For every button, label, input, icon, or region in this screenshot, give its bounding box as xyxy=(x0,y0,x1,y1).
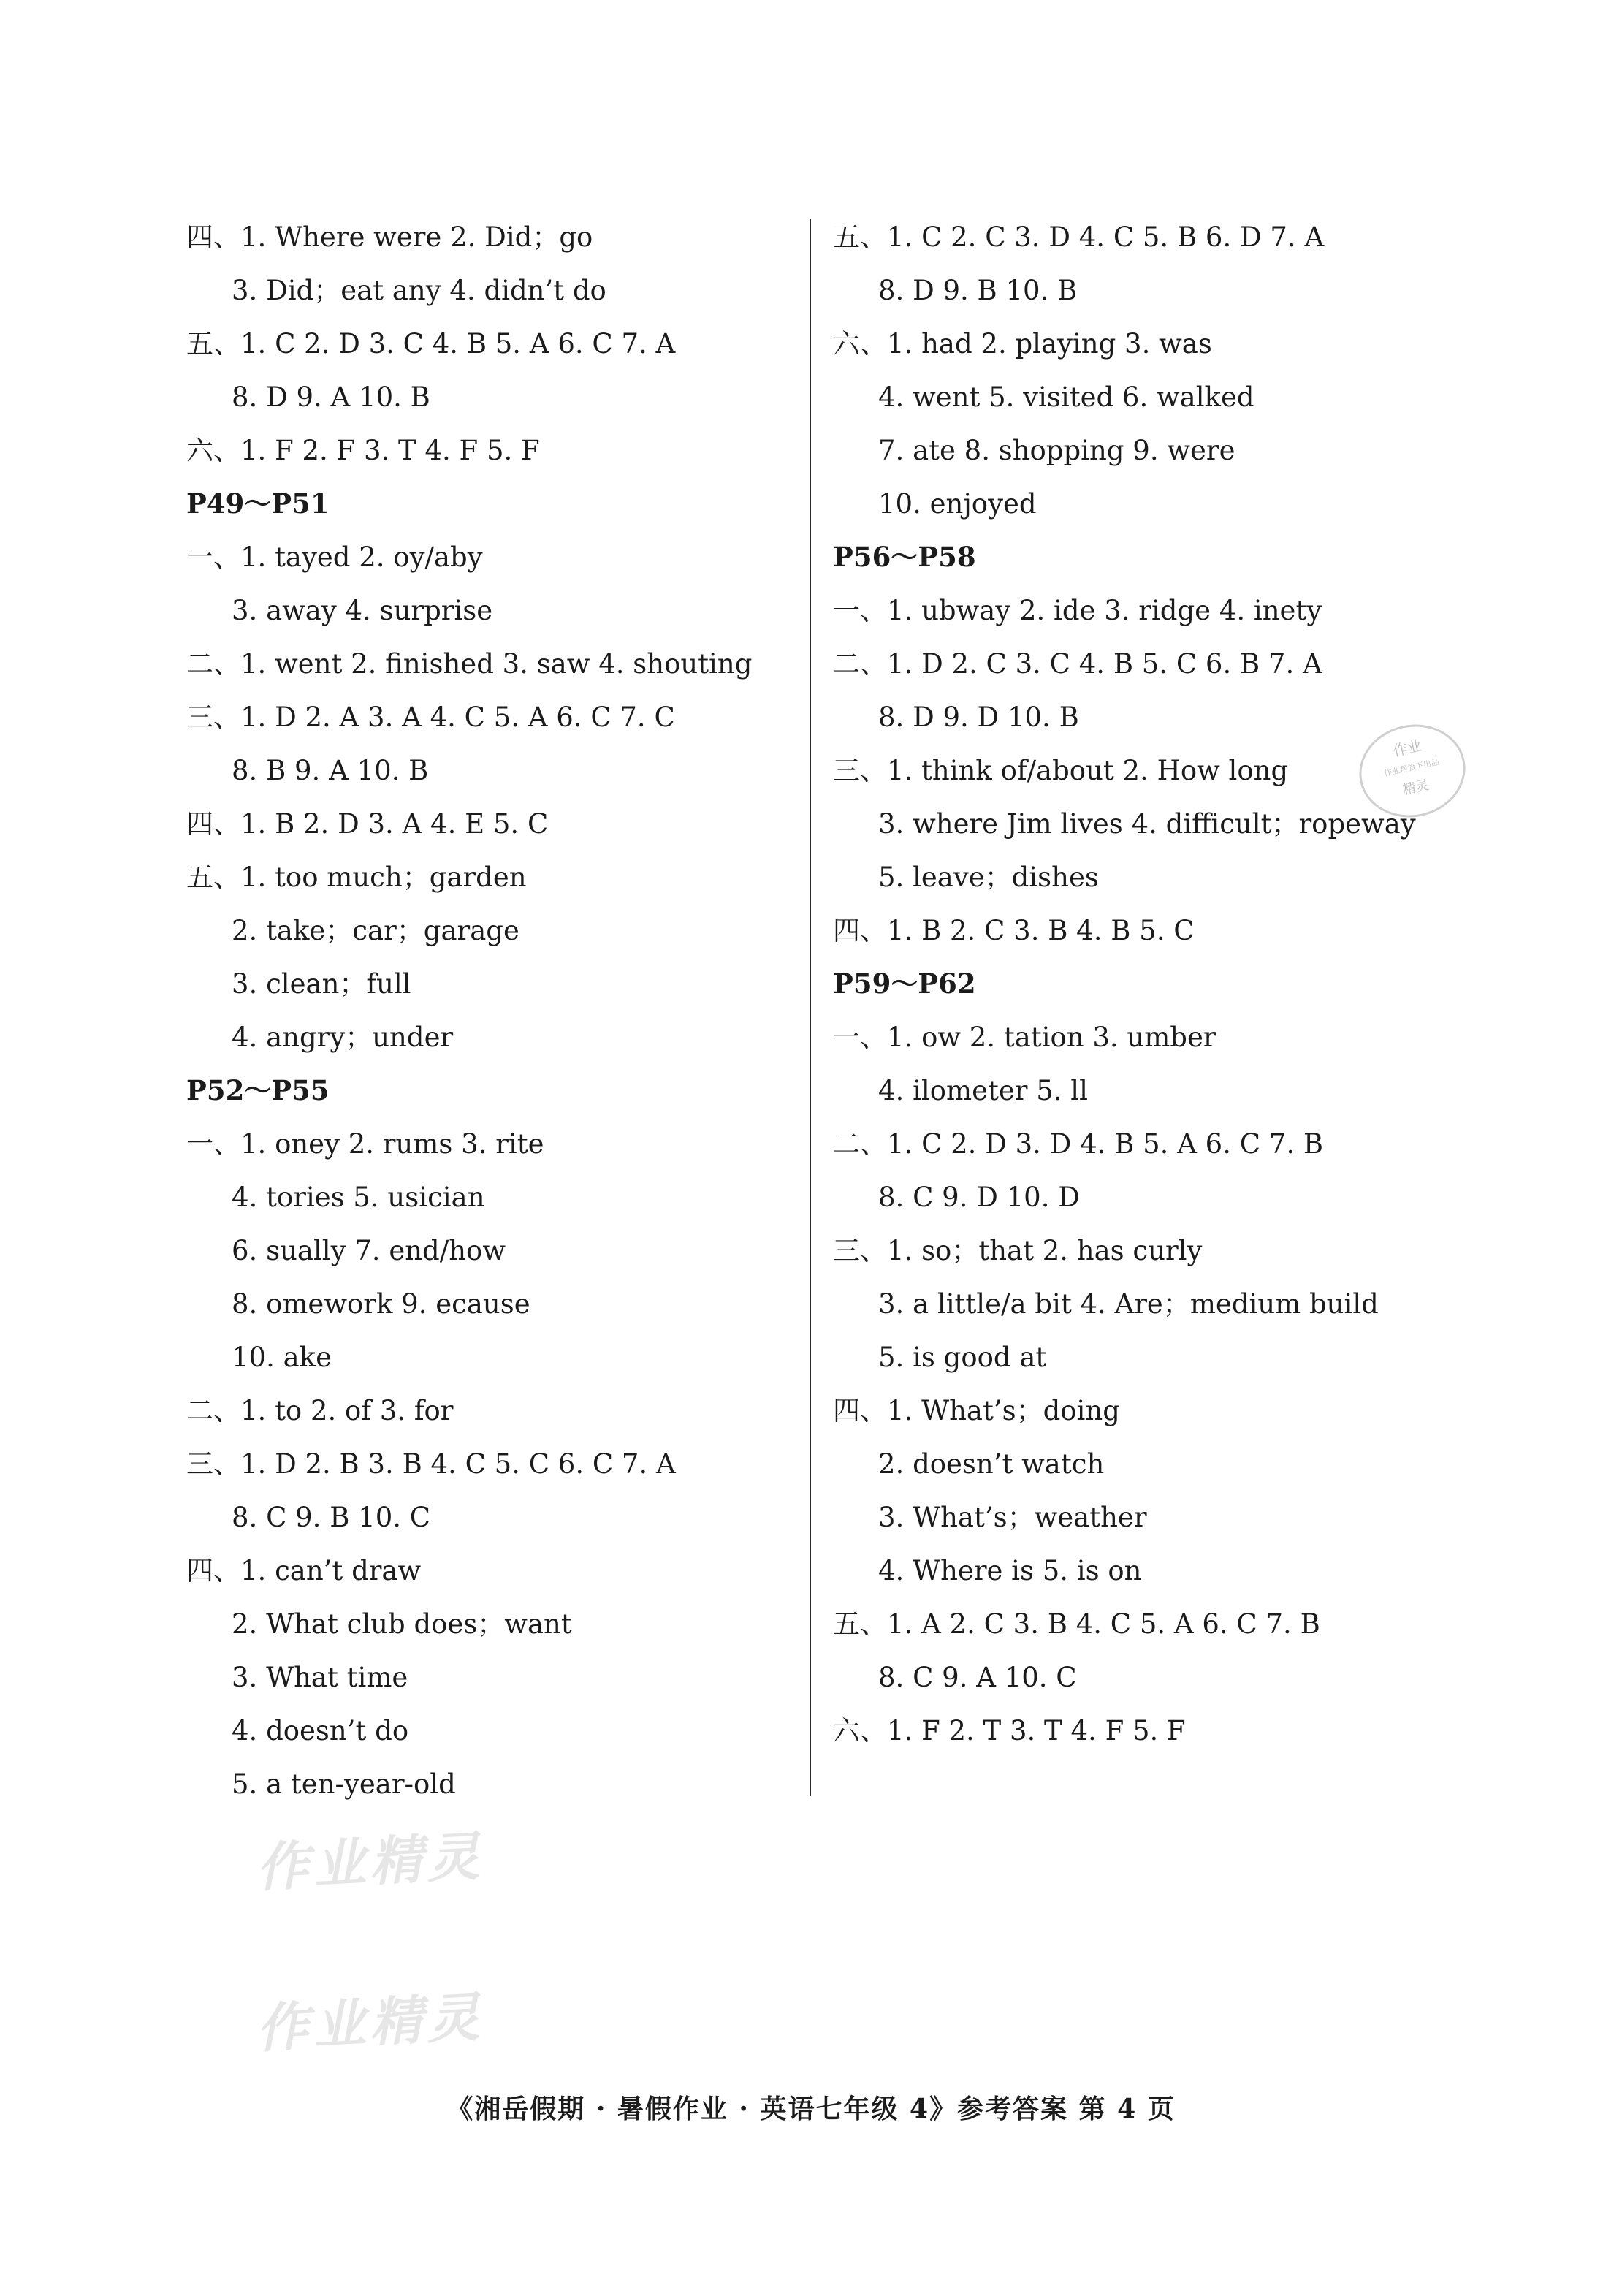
answer-line: 5. is good at xyxy=(878,1342,1047,1373)
answer-line: 3. clean；full xyxy=(232,968,411,1000)
answer-line: 7. ate 8. shopping 9. were xyxy=(878,435,1235,466)
answer-line: 四、1. B 2. D 3. A 4. E 5. C xyxy=(186,808,549,840)
answer-line: 8. D 9. B 10. B xyxy=(878,275,1078,306)
answer-line: 4. angry；under xyxy=(232,1022,454,1053)
watermark-text: 作业精灵 xyxy=(254,1985,486,2060)
answer-line: 10. enjoyed xyxy=(878,488,1037,520)
answer-line: 二、1. went 2. finished 3. saw 4. shouting xyxy=(186,648,753,680)
answer-line: 三、1. D 2. B 3. B 4. C 5. C 6. C 7. A xyxy=(186,1448,676,1480)
answer-line: 4. doesn’t do xyxy=(232,1715,409,1746)
answer-line: 四、1. can’t draw xyxy=(186,1555,422,1586)
answer-line: 五、1. too much；garden xyxy=(186,862,527,893)
stamp-line1: 作业 xyxy=(1391,736,1424,760)
answer-line: 二、1. D 2. C 3. C 4. B 5. C 6. B 7. A xyxy=(833,648,1322,680)
answer-line: 五、1. A 2. C 3. B 4. C 5. A 6. C 7. B xyxy=(833,1608,1320,1640)
section-heading: P52～P55 xyxy=(186,1074,330,1106)
answer-line: 3. away 4. surprise xyxy=(232,595,493,626)
answer-line: 8. C 9. D 10. D xyxy=(878,1182,1080,1213)
answer-line: 8. D 9. A 10. B xyxy=(232,381,430,413)
answer-line: 6. sually 7. end/how xyxy=(232,1235,506,1266)
answer-line: 8. D 9. D 10. B xyxy=(878,702,1079,733)
answer-line: 三、1. think of/about 2. How long xyxy=(833,755,1289,786)
answer-line: 8. C 9. A 10. C xyxy=(878,1662,1077,1693)
answer-line: 3. Did；eat any 4. didn’t do xyxy=(232,275,606,306)
answer-line: 五、1. C 2. D 3. C 4. B 5. A 6. C 7. A xyxy=(186,328,676,360)
answer-line: 三、1. D 2. A 3. A 4. C 5. A 6. C 7. C xyxy=(186,702,675,733)
answer-line: 3. What’s；weather xyxy=(878,1502,1147,1533)
answer-line: 3. where Jim lives 4. difficult；ropeway xyxy=(878,808,1416,840)
answer-line: 8. C 9. B 10. C xyxy=(232,1502,431,1533)
answer-line: 一、1. tayed 2. oy/aby xyxy=(186,541,483,573)
answer-line: 四、1. B 2. C 3. B 4. B 5. C xyxy=(833,915,1195,946)
answer-line: 一、1. ubway 2. ide 3. ridge 4. inety xyxy=(833,595,1322,626)
left-answer-column xyxy=(186,210,800,1811)
answer-line: 六、1. F 2. F 3. T 4. F 5. F xyxy=(186,435,540,466)
answer-line: 二、1. to 2. of 3. for xyxy=(186,1395,454,1426)
answer-line: 8. B 9. A 10. B xyxy=(232,755,429,786)
answer-line: 4. tories 5. usician xyxy=(232,1182,485,1213)
answer-line: 2. take；car；garage xyxy=(232,915,519,946)
answer-line: 4. went 5. visited 6. walked xyxy=(878,381,1254,413)
answer-line: 3. What time xyxy=(232,1662,408,1693)
stamp-line2: 作业帮旗下出品 xyxy=(1383,757,1441,778)
answer-line: 5. a ten-year-old xyxy=(232,1768,456,1800)
answer-line: 六、1. F 2. T 3. T 4. F 5. F xyxy=(833,1715,1186,1746)
stamp-line3: 精灵 xyxy=(1401,777,1431,798)
section-heading: P56～P58 xyxy=(833,541,976,573)
answer-line: 五、1. C 2. C 3. D 4. C 5. B 6. D 7. A xyxy=(833,221,1325,253)
watermark-text: 作业精灵 xyxy=(254,1825,486,1899)
answer-line: 二、1. C 2. D 3. D 4. B 5. A 6. C 7. B xyxy=(833,1128,1324,1160)
answer-line: 8. omework 9. ecause xyxy=(232,1288,530,1320)
answer-line: 四、1. Where were 2. Did；go xyxy=(186,221,593,253)
section-heading: P49～P51 xyxy=(186,487,330,520)
answer-line: 一、1. oney 2. rums 3. rite xyxy=(186,1128,544,1160)
answer-line: 10. ake xyxy=(232,1342,332,1373)
page-footer: 《湘岳假期 · 暑假作业 · 英语七年级 4》参考答案 第 4 页 xyxy=(446,2094,1176,2124)
answer-line: 三、1. so；that 2. has curly xyxy=(833,1235,1203,1266)
answer-line: 3. a little/a bit 4. Are；medium build xyxy=(878,1288,1379,1320)
answer-line: 2. doesn’t watch xyxy=(878,1448,1105,1480)
section-heading: P59～P62 xyxy=(833,968,976,1000)
answer-line: 5. leave；dishes xyxy=(878,862,1099,893)
right-answer-column xyxy=(833,210,1447,1757)
answer-line: 2. What club does；want xyxy=(232,1608,572,1640)
column-divider xyxy=(810,219,811,1796)
answer-line: 六、1. had 2. playing 3. was xyxy=(833,328,1212,360)
answer-line: 四、1. What’s；doing xyxy=(833,1395,1120,1426)
answer-line: 4. ilometer 5. ll xyxy=(878,1075,1088,1106)
answer-line: 4. Where is 5. is on xyxy=(878,1555,1142,1586)
answer-line: 一、1. ow 2. tation 3. umber xyxy=(833,1022,1216,1053)
